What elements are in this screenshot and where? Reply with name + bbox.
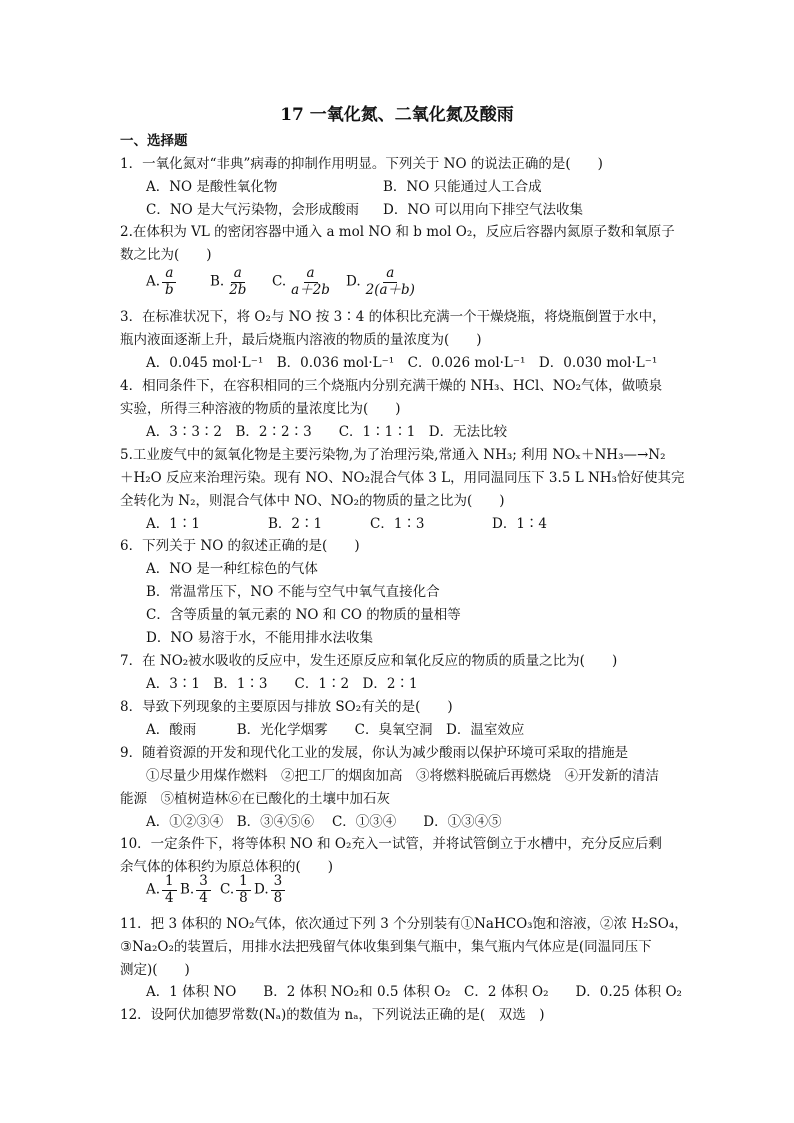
denominator: 2b [229, 281, 247, 298]
question-stem-cont: 余气体的体积约为原总体积的( ) [120, 859, 334, 875]
option-a: A．1∶1 [146, 516, 200, 532]
question-stem-cont: 实验，所得三种溶液的物质的量浓度比为( ) [120, 401, 401, 417]
fraction [271, 874, 286, 906]
option-a: A．NO 是一种红棕色的气体 [146, 561, 318, 577]
option-b: B．NO 只能通过人工合成 [383, 179, 542, 195]
question-stem-cont: 能源 ⑤植树造林⑥在已酸化的土壤中加石灰 [120, 791, 390, 807]
page-title: 17 一氧化氮、二氧化氮及酸雨 [280, 105, 514, 125]
option-d [254, 874, 287, 906]
options: A．0.045 mol·L⁻¹ B．0.036 mol·L⁻¹ C．0.026 mol·L⁻¹ D．0.030 mol·L⁻¹ [146, 355, 658, 371]
option-label: B. [210, 273, 225, 290]
question-stem: 8．导致下列现象的主要原因与排放 SO₂有关的是( ) [120, 699, 453, 715]
denominator: a＋2b [291, 281, 330, 298]
numerator: a [231, 266, 245, 283]
question-stem: 5.工业废气中的氮氧化物是主要污染物,为了治理污染,常通入 NH₃; 利用 NOₓ＋NH₃—→N₂ [120, 447, 666, 463]
question-stem: 3．在标准状况下，将 O₂与 NO 按 3∶4 的体积比充满一个干燥烧瓶，将烧瓶倒置于水中， [120, 309, 666, 325]
fraction [226, 266, 249, 298]
denominator: b [165, 281, 174, 298]
option-label: A. [146, 273, 161, 290]
options: A．3∶3∶2 B．2∶2∶3 C．1∶1∶1 D．无法比较 [146, 424, 508, 440]
option-c: C．1∶3 [370, 516, 425, 532]
option-label: B. [180, 881, 195, 898]
option-a [146, 266, 179, 298]
options: A．1 体积 NO B．2 体积 NO₂和 0.5 体积 O₂ C．2 体积 O₂ D．0.25 体积 O₂ [146, 984, 682, 1000]
option-b [180, 874, 213, 906]
question-stem: 10．一定条件下，将等体积 NO 和 O₂充入一试管，并将试管倒立于水槽中，充分反应后剩 [120, 836, 662, 852]
fraction [363, 266, 418, 298]
option-label: D. [346, 273, 361, 290]
numerator: a [383, 266, 397, 283]
question-stem: 9．随着资源的开发和现代化工业的发展，你认为减少酸雨以保护环境可采取的措施是 [120, 745, 629, 761]
numerator: 3 [271, 874, 286, 891]
question-stem: 6．下列关于 NO 的叙述正确的是( ) [120, 538, 360, 554]
options: A．酸雨 B．光化学烟雾 C．臭氧空洞 D．温室效应 [146, 722, 525, 738]
fraction [236, 874, 251, 906]
section-heading: 一、选择题 [120, 133, 188, 149]
option-c: C．NO 是大气污染物，会形成酸雨 [146, 202, 360, 218]
question-stem-cont: 瓶内液面逐渐上升，最后烧瓶内溶液的物质的量浓度为( ) [120, 332, 482, 348]
option-a: A．NO 是酸性氧化物 [146, 179, 278, 195]
question-stem-cont: ③Na₂O₂的装置后，用排水法把残留气体收集到集气瓶中，集气瓶内气体应是(同温同压下 [120, 939, 652, 955]
option-c [220, 874, 253, 906]
options: A．①②③④ B．③④⑤⑥ C．①③④ D．①③④⑤ [146, 814, 502, 830]
option-d: D．NO 易溶于水，不能用排水法收集 [146, 630, 373, 646]
option-b: B．2∶1 [268, 516, 323, 532]
fraction [162, 874, 177, 906]
option-b [210, 266, 251, 298]
options: A．3∶1 B．1∶3 C．1∶2 D．2∶1 [146, 676, 418, 692]
question-stem: 11．把 3 体积的 NO₂气体，依次通过下列 3 个分别装有①NaHCO₃饱和溶液，②浓 H₂SO₄， [120, 916, 688, 932]
question-stem-cont: ①尽量少用煤作燃料 ②把工厂的烟囱加高 ③将燃料脱硫后再燃烧 ④开发新的清洁 [146, 768, 659, 784]
numerator: a [162, 266, 176, 283]
option-label: C. [272, 273, 287, 290]
denominator: 2(a＋b) [365, 281, 415, 298]
option-c [272, 266, 335, 298]
numerator: a [304, 266, 318, 283]
question-stem: 7．在 NO₂被水吸收的反应中，发生还原反应和氧化反应的物质的质量之比为( ) [120, 653, 618, 669]
fraction [196, 874, 211, 906]
option-d: D．NO 可以用向下排空气法收集 [383, 202, 583, 218]
question-stem-cont: 测定)( ) [120, 962, 190, 978]
fraction [162, 266, 177, 298]
option-label: D. [254, 881, 269, 898]
question-stem: 12．设阿伏加德罗常数(Nₐ)的数值为 nₐ，下列说法正确的是( 双选 ) [120, 1007, 545, 1023]
option-d [346, 266, 420, 298]
option-c: C．含等质量的氧元素的 NO 和 CO 的物质的量相等 [146, 607, 461, 623]
option-label: C. [220, 881, 235, 898]
denominator: 8 [273, 889, 283, 906]
fraction [288, 266, 333, 298]
question-stem: 2.在体积为 VL 的密闭容器中通入 a mol NO 和 b mol O₂，反应后容器内氮原子数和氧原子 [120, 224, 675, 240]
denominator: 4 [199, 889, 208, 906]
numerator: 1 [236, 874, 251, 891]
question-stem: 4．相同条件下，在容积相同的三个烧瓶内分别充满干燥的 NH₃、HCl、NO₂气体，做喷泉 [120, 378, 663, 394]
option-b: B．常温常压下，NO 不能与空气中氧气直接化合 [146, 584, 440, 600]
question-stem-cont: 数之比为( ) [120, 247, 212, 263]
denominator: 4 [165, 889, 174, 906]
numerator: 1 [162, 874, 177, 891]
denominator: 8 [239, 889, 248, 906]
option-d: D．1∶4 [492, 516, 548, 532]
question-stem-cont: ＋H₂O 反应来治理污染。现有 NO、NO₂混合气体 3 L，用同温同压下 3.5 L NH₃恰好使其完 [120, 470, 685, 486]
numerator: 3 [196, 874, 211, 891]
option-a [146, 874, 179, 906]
question-stem-cont: 全转化为 N₂，则混合气体中 NO、NO₂的物质的量之比为( ) [120, 493, 505, 509]
option-label: A. [146, 881, 161, 898]
question-stem: 1．一氧化氮对“非典”病毒的抑制作用明显。下列关于 NO 的说法正确的是( ) [120, 156, 603, 172]
